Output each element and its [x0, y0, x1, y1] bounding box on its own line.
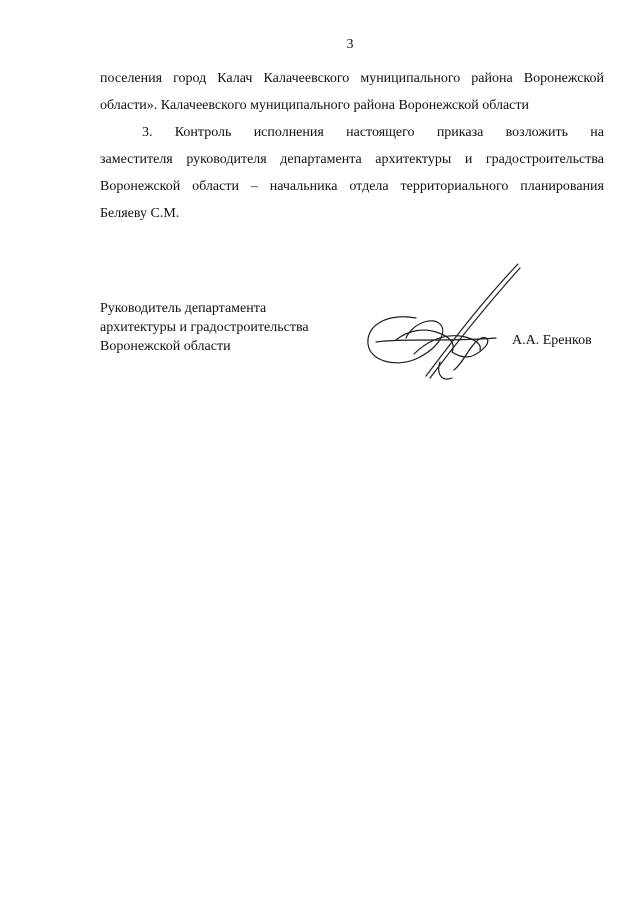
text-line: заместителя руководителя департамента архитектуры и градостроительства — [100, 152, 604, 167]
body-text — [100, 65, 604, 227]
position-line: Руководитель департамента — [100, 301, 267, 316]
signer-name: А.А. Еренков — [512, 333, 592, 348]
text-line: Беляеву С.М. — [100, 206, 180, 221]
signer-position — [100, 299, 309, 356]
text-line: Воронежской области – начальника отдела территориального планирования — [100, 179, 604, 194]
text-line: области». Калачеевского муниципального района Воронежской области — [100, 98, 530, 113]
handwritten-signature — [356, 258, 532, 390]
position-line: архитектуры и градостроительства — [100, 320, 309, 335]
text-line: 3. Контроль исполнения настоящего приказа возложить на — [142, 125, 604, 140]
text-line: поселения город Калач Калачеевского муниципального района Воронежской — [100, 71, 604, 86]
page-number: 3 — [346, 37, 354, 52]
position-line: Воронежской области — [100, 339, 231, 354]
